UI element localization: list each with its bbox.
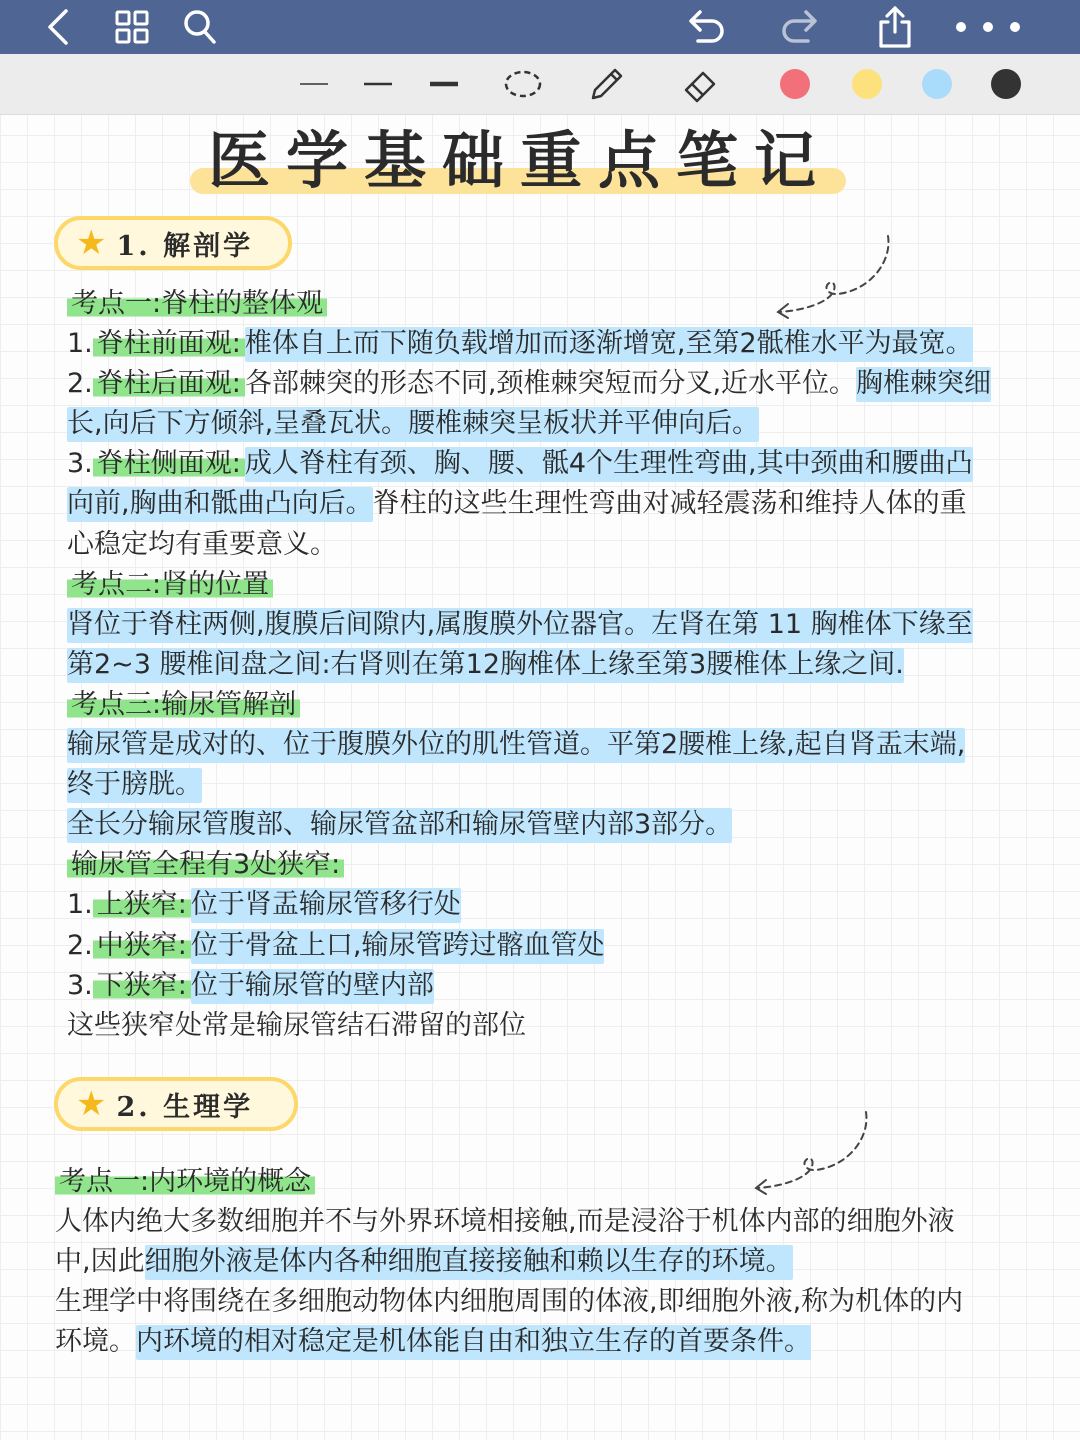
note-line bbox=[55, 1202, 1040, 1242]
drawing-toolbar bbox=[0, 54, 1080, 115]
note-text: 各部棘突的形态不同,颈椎棘突短而分叉,近水平位。 bbox=[244, 368, 857, 400]
lasso-icon[interactable] bbox=[500, 54, 546, 114]
anatomy-notes bbox=[67, 284, 1040, 1046]
note-text: 1. bbox=[67, 328, 93, 360]
note-line bbox=[67, 324, 1040, 364]
highlighted-text: 位于输尿管的壁内部 bbox=[191, 969, 434, 1004]
note-text: 3. bbox=[67, 448, 93, 480]
highlighted-text: 成人脊柱有颈、胸、腰、骶4个生理性弯曲,其中颈曲和腰曲凸 bbox=[245, 447, 973, 482]
note-line bbox=[67, 284, 1040, 324]
note-text: 脊柱的这些生理性弯曲对减轻震荡和维持人体的重 bbox=[372, 488, 967, 520]
eraser-icon[interactable] bbox=[678, 54, 724, 114]
note-text: 这些狭窄处常是输尿管结石滞留的部位 bbox=[67, 1009, 526, 1041]
back-icon[interactable] bbox=[38, 0, 78, 54]
note-line bbox=[67, 725, 1040, 765]
note-text: 心稳定均有重要意义。 bbox=[67, 528, 337, 560]
highlighted-text: 椎体自上而下随负载增加而逐渐增宽,至第2骶椎水平为最宽。 bbox=[245, 327, 973, 362]
highlighted-heading-text: 考点一:脊柱的整体观 bbox=[67, 288, 327, 319]
note-line bbox=[67, 404, 1040, 444]
note-text: 2. bbox=[67, 929, 93, 961]
more-icon[interactable] bbox=[948, 0, 1028, 54]
color-swatch-yellow-dot bbox=[852, 69, 882, 99]
section-heading-anatomy bbox=[54, 216, 292, 270]
note-text: 1. bbox=[67, 889, 93, 921]
highlighted-text: 细胞外液是体内各种细胞直接接触和赖以生存的环境。 bbox=[145, 1245, 793, 1280]
grid-icon[interactable] bbox=[110, 0, 154, 54]
note-line bbox=[67, 926, 1040, 966]
highlighted-heading-text: 考点三:输尿管解剖 bbox=[67, 689, 300, 720]
star-icon: ★ bbox=[76, 1084, 107, 1124]
highlighted-text: 终于膀胱。 bbox=[67, 768, 202, 803]
note-line bbox=[67, 805, 1040, 845]
color-swatch-blue-dot bbox=[922, 69, 952, 99]
highlighted-heading-text: 上狭窄: bbox=[93, 889, 191, 920]
highlighted-text: 位于骨盆上口,输尿管跨过髂血管处 bbox=[191, 929, 605, 964]
highlighted-text: 内环境的相对稳定是机体能自由和独立生存的首要条件。 bbox=[136, 1325, 811, 1360]
note-text: 2. bbox=[67, 368, 93, 400]
note-text: 环境。 bbox=[55, 1326, 136, 1358]
color-swatch-blue[interactable] bbox=[918, 54, 956, 114]
highlighted-text: 全长分输尿管腹部、输尿管盆部和输尿管壁内部3部分。 bbox=[67, 808, 732, 843]
note-line bbox=[67, 364, 1040, 404]
pen-icon[interactable] bbox=[584, 54, 630, 114]
highlighted-text: 第2~3 腰椎间盘之间:右肾则在第12胸椎体上缘至第3腰椎体上缘之间. bbox=[67, 648, 904, 683]
color-swatch-black[interactable] bbox=[987, 54, 1025, 114]
share-icon[interactable] bbox=[872, 0, 918, 54]
color-swatch-red-dot bbox=[780, 69, 810, 99]
highlighted-heading-text: 考点二:肾的位置 bbox=[67, 569, 273, 600]
note-text: 人体内绝大多数细胞并不与外界环境相接触,而是浸浴于机体内部的细胞外液 bbox=[55, 1206, 955, 1238]
highlighted-text: 输尿管是成对的、位于腹膜外位的肌性管道。平第2腰椎上缘,起自肾盂末端, bbox=[67, 728, 965, 763]
note-line bbox=[67, 484, 1040, 524]
note-line bbox=[55, 1162, 1040, 1202]
note-line bbox=[67, 845, 1040, 885]
color-swatch-yellow[interactable] bbox=[848, 54, 886, 114]
note-line bbox=[67, 885, 1040, 925]
note-line bbox=[67, 966, 1040, 1006]
note-line bbox=[67, 685, 1040, 725]
color-swatch-black-dot bbox=[991, 69, 1021, 99]
highlighted-text: 肾位于脊柱两侧,腹膜后间隙内,属腹膜外位器官。左肾在第 11 胸椎体下缘至 bbox=[67, 608, 973, 643]
section-label: 2. 生理学 bbox=[116, 1091, 254, 1123]
note-title bbox=[190, 120, 850, 202]
undo-icon[interactable] bbox=[684, 0, 730, 54]
note-line bbox=[67, 765, 1040, 805]
highlighted-text: 向前,胸曲和骶曲凸向后。 bbox=[67, 487, 373, 522]
redo-icon[interactable] bbox=[776, 0, 822, 54]
highlighted-heading-text: 脊柱侧面观: bbox=[93, 448, 245, 479]
highlighted-heading-text: 中狭窄: bbox=[93, 930, 191, 961]
section-heading-physiology bbox=[54, 1077, 298, 1131]
note-line bbox=[55, 1282, 1040, 1322]
star-icon: ★ bbox=[76, 223, 107, 263]
note-text: 3. bbox=[67, 969, 93, 1001]
search-icon[interactable] bbox=[178, 0, 222, 54]
highlighted-text: 位于肾盂输尿管移行处 bbox=[191, 888, 461, 923]
physiology-notes bbox=[55, 1162, 1040, 1362]
thin-stroke-icon[interactable] bbox=[296, 54, 332, 114]
color-swatch-red[interactable] bbox=[776, 54, 814, 114]
highlighted-heading-text: 下狭窄: bbox=[93, 970, 191, 1001]
highlighted-heading-text: 输尿管全程有3处狭窄: bbox=[67, 849, 344, 880]
medium-stroke-icon[interactable] bbox=[360, 54, 396, 114]
highlighted-heading-text: 脊柱后面观: bbox=[93, 368, 245, 399]
note-line bbox=[55, 1242, 1040, 1282]
highlighted-heading-text: 考点一:内环境的概念 bbox=[55, 1166, 315, 1197]
highlighted-text: 长,向后下方倾斜,呈叠瓦状。腰椎棘突呈板状并平伸向后。 bbox=[67, 407, 759, 442]
note-text: 生理学中将围绕在多细胞动物体内细胞周围的体液,即细胞外液,称为机体的内 bbox=[55, 1286, 964, 1318]
thick-stroke-icon[interactable] bbox=[426, 54, 462, 114]
note-line bbox=[67, 444, 1040, 484]
title-text: 医学基础重点笔记 bbox=[207, 124, 832, 197]
highlighted-text: 胸椎棘突细 bbox=[856, 367, 991, 402]
note-text: 中,因此 bbox=[55, 1246, 145, 1278]
section-label: 1. 解剖学 bbox=[116, 230, 254, 262]
note-line bbox=[67, 645, 1040, 685]
note-line bbox=[67, 565, 1040, 605]
note-line bbox=[67, 525, 1040, 565]
highlighted-heading-text: 脊柱前面观: bbox=[93, 328, 245, 359]
note-line bbox=[67, 605, 1040, 645]
note-line bbox=[67, 1006, 1040, 1046]
note-line bbox=[55, 1322, 1040, 1362]
top-navigation-bar bbox=[0, 0, 1080, 54]
